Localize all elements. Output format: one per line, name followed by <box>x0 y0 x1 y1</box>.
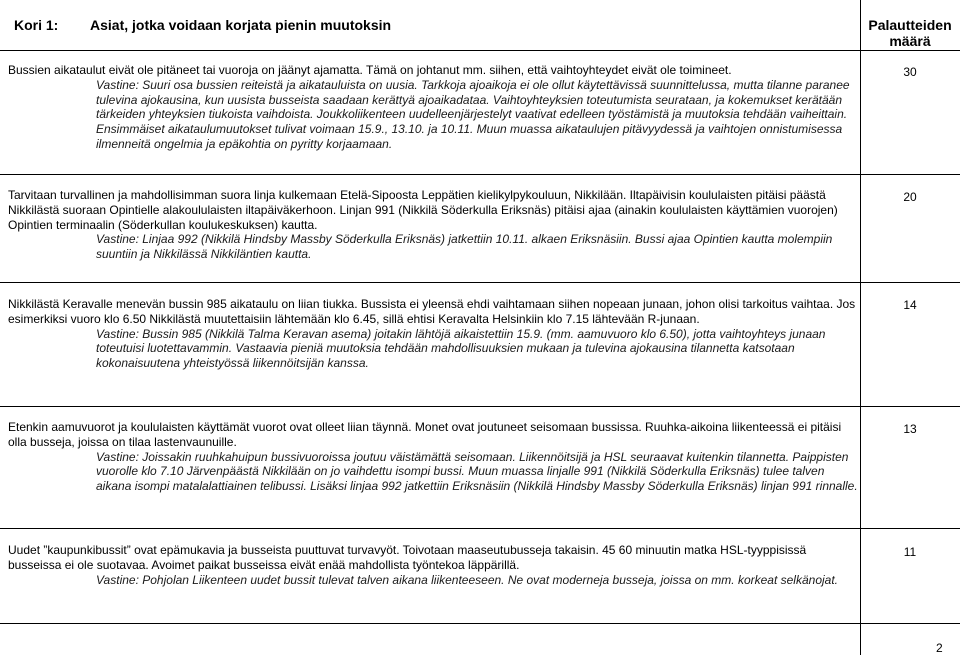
table-row <box>8 188 858 262</box>
page-number: 2 <box>936 641 943 655</box>
feedback-count: 30 <box>903 65 917 79</box>
table-row <box>8 297 858 371</box>
feedback-text: Bussien aikataulut eivät ole pitäneet tai vuoroja on jäänyt ajamatta. Tämä on johtanut mm. siihen, että vaihtoyhteydet eivät ole toimineet. <box>8 63 732 77</box>
feedback-text: Uudet ”kaupunkibussit” ovat epämukavia ja busseista puuttuvat turvavyöt. Toivotaan maaseutubusseja takaisin. 45 60 minuutin matka HSL-tyyppisissä busseissa ei ole suotavaa. Avoimet paikat busseissa eivät enää mahdollista työntekoa läppärillä. <box>8 543 807 572</box>
response-text: Vastine: Joissakin ruuhkahuipun bussivuoroissa joutuu väistämättä seisomaan. Liikennöitsijä ja HSL seuraavat kuitenkin tilannetta. Paippisten vuorolle klo 7.10 Järvenpäästä Nikkilään on jo vaihdettu isompi bussi. Muun muassa linjalle 991 (Nikkilä Söderkulla Eriksnäs) tulee talven aikana isompi matalalattiainen telibussi. Lisäksi linjaa 992 jatkettiin Eriksnäsiin (Nikkilä Hindsby Massby Söderkulla Eriksnäs) linjan 991 rinnalle. <box>96 449 858 494</box>
row-divider <box>0 406 960 407</box>
row-divider <box>0 174 960 175</box>
response-text: Vastine: Bussin 985 (Nikkilä Talma Keravan asema) joitakin lähtöjä aikaistettiin 15.9. (mm. aamuvuoro klo 6.50), jotta vaihtoyhteys junaan toteutuisi luotettavammin. Vastaavia pieniä muutoksia tehdään mahdollisuuksien mukaan ja tulevina ajokausina tilannetta katsotaan kokonaisuutena yhteistyössä liikennöitsijän kanssa. <box>96 326 826 371</box>
table-row <box>8 543 858 587</box>
section-number: Kori 1: <box>14 17 59 33</box>
feedback-text: Nikkilästä Keravalle menevän bussin 985 aikataulu on liian tiukka. Bussista ei yleensä ehdi vaihtamaan siihen nopeaan junaan, johon olisi tarkoitus vaihtaa. Jos esimerkiksi vuoro klo 6.50 Nikkilästä muutettaisiin lähtemään klo 6.45, sillä ehtisi Keravalta Helsinkiin klo 7.15 lähtevään R-junaan. <box>8 297 856 326</box>
feedback-count: 20 <box>903 190 917 204</box>
row-divider <box>0 282 960 283</box>
feedback-count: 14 <box>903 298 917 312</box>
table-row <box>8 420 858 494</box>
response-text: Vastine: Pohjolan Liikenteen uudet bussit tulevat talven aikana liikenteeseen. Ne ovat moderneja busseja, joissa on mm. korkeat selkänojat. <box>96 572 838 587</box>
row-divider <box>0 623 960 624</box>
feedback-count: 13 <box>903 422 917 436</box>
table-header <box>0 0 960 50</box>
count-column-header: Palautteiden määrä <box>868 17 952 49</box>
section-title: Asiat, jotka voidaan korjata pienin muutoksin <box>90 17 392 33</box>
feedback-text: Tarvitaan turvallinen ja mahdollisimman suora linja kulkemaan Etelä-Sipoosta Leppätien kielikylpykouluun, Nikkilään. Iltapäivisin koululaisten pitäisi päästä Nikkilästä suoraan Opintielle alakoululaisten iltapäiväkerhoon. Linjan 991 (Nikkilä Söderkulla Eriksnäs) pitäisi ajaa (ainakin koululaisten käyttämien vuorojen) Opintien terminaalin (Söderkullan koulukeskuksen) kautta. <box>8 188 838 232</box>
column-divider <box>860 0 861 655</box>
feedback-count: 11 <box>903 545 917 559</box>
feedback-text: Etenkin aamuvuorot ja koululaisten käyttämät vuorot ovat olleet liian täynnä. Monet ovat joutuneet seisomaan bussissa. Ruuhka-aikoina liikenteessä ei pitäisi olla busseja, joissa on tilaa lastenvaunuille. <box>8 420 842 449</box>
response-text: Vastine: Linjaa 992 (Nikkilä Hindsby Massby Söderkulla Eriksnäs) jatkettiin 10.11. alkaen Eriksnäsiin. Bussi ajaa Opintien kautta molempiin suuntiin ja Nikkilässä Nikkiläntien kautta. <box>96 232 833 262</box>
row-divider <box>0 528 960 529</box>
table-row <box>8 63 858 152</box>
response-text: Vastine: Suuri osa bussien reiteistä ja aikatauluista on uusia. Tarkkoja ajoaikoja ei ole ollut käytettävissä suunnittelussa, mutta tilanne paranee tulevina ajokausina, kun uusista busseista saadaan kerättyä ajoaikadataa. Vaihtoyhteyksien toteutumista seurataan, ja kokemukset kerätään tärkeiden yhteyksien tiukoista vaihdoista. Joukkoliikenteen uudelleenjärjestelyt vaativat edelleen työstämistä ja muutoksia tehdään vaiheittain. Ensimmäiset aikataulumuutokset tulivat voimaan 15.9., 13.10. ja 10.11. Muun muassa aikataulujen pitävyydessä ja vaihtojen onnistumisessa ilmenneitä ongelmia ja epäkohtia on pyritty korjaamaan. <box>96 77 850 151</box>
header-divider <box>0 50 960 51</box>
